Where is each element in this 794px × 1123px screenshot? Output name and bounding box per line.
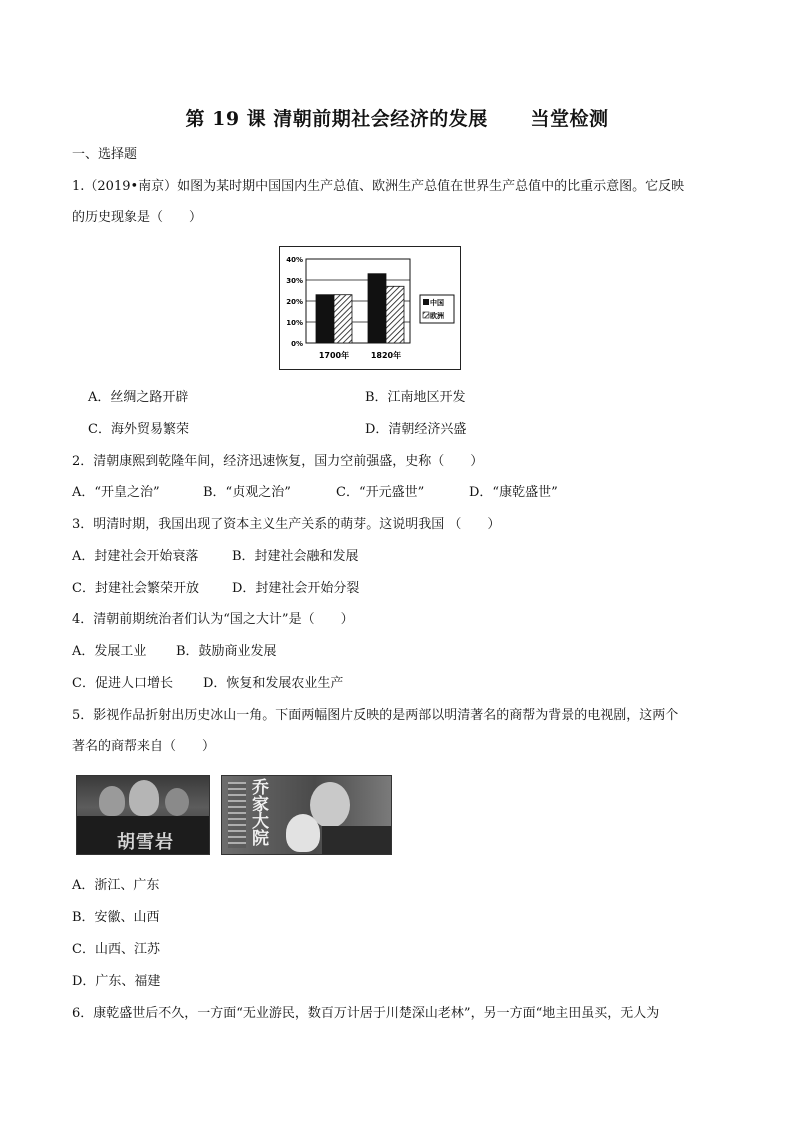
q4-option-b[interactable]: B．鼓励商业发展 bbox=[176, 644, 277, 659]
q1-option-a[interactable]: A．丝绸之路开辟 bbox=[88, 390, 189, 405]
q5-option-c[interactable]: C．山西、江苏 bbox=[72, 942, 160, 957]
q5-option-a[interactable]: A．浙江、广东 bbox=[72, 878, 160, 893]
q3-option-b[interactable]: B．封建社会融和发展 bbox=[232, 549, 359, 564]
q4-option-d[interactable]: D．恢复和发展农业生产 bbox=[203, 676, 344, 691]
y-tick-label: 40% bbox=[286, 256, 303, 264]
question-2-text: 2．清朝康熙到乾隆年间，经济迅速恢复，国力空前强盛，史称（ ） bbox=[72, 454, 484, 469]
q5-option-d[interactable]: D．广东、福建 bbox=[72, 974, 161, 989]
bar-europe-1 bbox=[386, 286, 404, 343]
q3-option-d[interactable]: D．封建社会开始分裂 bbox=[232, 581, 360, 596]
chart-svg bbox=[280, 247, 460, 369]
q1-option-d[interactable]: D．清朝经济兴盛 bbox=[365, 422, 467, 437]
poster-figure-right bbox=[165, 788, 189, 816]
q1-option-b[interactable]: B．江南地区开发 bbox=[365, 390, 466, 405]
question-5-text-line1: 5．影视作品折射出历史冰山一角。下面两幅图片反映的是两部以明清著名的商帮为背景的电视剧，这两个 bbox=[72, 708, 679, 723]
poster-face-woman bbox=[286, 814, 320, 852]
q1-option-c[interactable]: C．海外贸易繁荣 bbox=[88, 422, 189, 437]
y-tick-label: 30% bbox=[286, 277, 303, 285]
question-5-text-line2: 著名的商帮来自（ ） bbox=[72, 739, 216, 754]
poster-text-column bbox=[228, 782, 246, 848]
poster-2-title: 乔家大院 bbox=[252, 778, 269, 849]
poster-figure-left bbox=[99, 786, 125, 816]
q4-option-c[interactable]: C．促进人口增长 bbox=[72, 676, 173, 691]
q5-option-b[interactable]: B．安徽、山西 bbox=[72, 910, 160, 925]
bar-europe-0 bbox=[334, 295, 352, 343]
question-1-text-line1: 1.（2019•南京）如图为某时期中国国内生产总值、欧洲生产总值在世界生产总值中的比重示意图。它反映 bbox=[72, 179, 685, 194]
legend-label-europe: 欧洲 bbox=[430, 312, 444, 320]
q2-option-b[interactable]: B．“贞观之治” bbox=[203, 485, 291, 500]
bar-china-0 bbox=[316, 295, 334, 343]
question-6-text-line1: 6．康乾盛世后不久，一方面“无业游民，数百万计居于川楚深山老林”，另一方面“地主田虽买，无人为 bbox=[72, 1006, 660, 1021]
legend-swatch-china bbox=[423, 299, 429, 305]
legend-label-china: 中国 bbox=[430, 299, 444, 307]
q2-option-a[interactable]: A．“开皇之治” bbox=[72, 485, 160, 500]
poster-1-title: 胡雪岩 bbox=[117, 832, 174, 853]
q3-option-a[interactable]: A．封建社会开始衰落 bbox=[72, 549, 199, 564]
gdp-share-chart bbox=[279, 246, 461, 370]
poster-figure-center bbox=[129, 780, 159, 816]
section-heading: 一、选择题 bbox=[72, 147, 138, 162]
y-tick-label: 0% bbox=[291, 340, 303, 348]
legend-swatch-europe bbox=[423, 312, 429, 318]
q2-option-c[interactable]: C．“开元盛世” bbox=[336, 485, 425, 500]
question-4-text: 4．清朝前期统治者们认为“国之大计”是（ ） bbox=[72, 612, 354, 627]
poster-qiao-family-compound bbox=[221, 775, 392, 855]
x-tick-1820: 1820年 bbox=[370, 351, 402, 360]
y-tick-label: 20% bbox=[286, 298, 303, 306]
poster-hu-xueyan bbox=[76, 775, 210, 855]
question-3-text: 3．明清时期，我国出现了资本主义生产关系的萌芽。这说明我国 （ ） bbox=[72, 517, 501, 532]
x-tick-1700: 1700年 bbox=[318, 351, 350, 360]
y-tick-label: 10% bbox=[286, 319, 303, 327]
bar-china-1 bbox=[368, 274, 386, 343]
page-title: 第 19 课 清朝前期社会经济的发展 当堂检测 bbox=[185, 108, 609, 130]
chart-legend bbox=[420, 295, 454, 323]
question-1-text-line2: 的历史现象是（ ） bbox=[72, 210, 203, 225]
q3-option-c[interactable]: C．封建社会繁荣开放 bbox=[72, 581, 199, 596]
q4-option-a[interactable]: A．发展工业 bbox=[72, 644, 147, 659]
q2-option-d[interactable]: D．“康乾盛世” bbox=[469, 485, 558, 500]
